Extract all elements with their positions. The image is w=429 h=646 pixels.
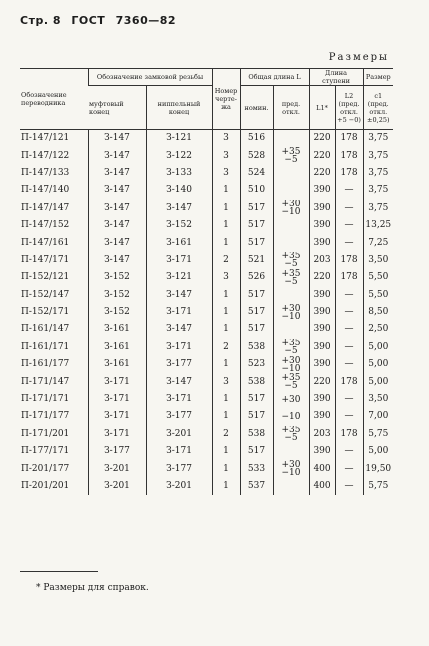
cell-name: П-147/140: [21, 185, 70, 196]
cell-c1: 3,75: [363, 182, 393, 199]
cell-l1: 220: [309, 147, 335, 164]
cell-c1: 7,25: [363, 234, 393, 251]
cell-nipple: З-171: [146, 252, 212, 269]
table-row: [20, 252, 393, 269]
cell-l1: 390: [309, 443, 335, 460]
cell-name: П-177/171: [21, 446, 70, 457]
cell-l1: 390: [309, 217, 335, 234]
cell-c1: 5,50: [363, 269, 393, 286]
cell-l1: 390: [309, 391, 335, 408]
cell-nom: 517: [240, 287, 273, 304]
cell-dev: [273, 165, 309, 182]
cell-name: П-171/201: [21, 428, 70, 439]
sizes-label: Размеры: [328, 52, 389, 63]
cell-drawing: 1: [212, 391, 240, 408]
cell-drawing: 1: [212, 234, 240, 251]
cell-nipple: З-177: [146, 408, 212, 425]
table-row: [20, 443, 393, 460]
cell-drawing: 2: [212, 252, 240, 269]
cell-l2: —: [335, 217, 363, 234]
adapter-table: [20, 68, 393, 495]
cell-l2: —: [335, 356, 363, 373]
cell-c1: 5,50: [363, 287, 393, 304]
cell-nipple: З-171: [146, 339, 212, 356]
col-l2: L2 (пред. откл. +5 −0): [335, 86, 363, 130]
cell-nom: 517: [240, 304, 273, 321]
cell-nom: 510: [240, 182, 273, 199]
cell-dev: +35 −5: [273, 426, 309, 443]
cell-dev: [273, 478, 309, 495]
col-total-length: Общая длина L: [240, 69, 309, 86]
cell-coupling: З-147: [88, 165, 146, 182]
cell-l1: 220: [309, 165, 335, 182]
cell-nom: 524: [240, 165, 273, 182]
cell-l1: 220: [309, 269, 335, 286]
cell-l2: —: [335, 478, 363, 495]
cell-l1: 390: [309, 200, 335, 217]
cell-dev: +30 −10: [273, 460, 309, 477]
cell-c1: 5,00: [363, 373, 393, 390]
cell-nom: 517: [240, 200, 273, 217]
cell-l1: 390: [309, 182, 335, 199]
cell-l2: —: [335, 234, 363, 251]
page-header: [20, 14, 182, 27]
cell-nom: 521: [240, 252, 273, 269]
cell-name: П-147/171: [21, 254, 70, 265]
cell-drawing: 3: [212, 165, 240, 182]
cell-coupling: З-147: [88, 147, 146, 164]
cell-nom: 517: [240, 217, 273, 234]
footnote: * Размеры для справок.: [36, 583, 149, 593]
cell-l2: 178: [335, 269, 363, 286]
cell-drawing: 1: [212, 217, 240, 234]
table-row: [20, 234, 393, 251]
cell-nipple: З-147: [146, 373, 212, 390]
cell-coupling: З-161: [88, 356, 146, 373]
table-row: [20, 130, 393, 148]
cell-coupling: З-201: [88, 460, 146, 477]
cell-drawing: 1: [212, 304, 240, 321]
cell-c1: 19,50: [363, 460, 393, 477]
cell-coupling: З-177: [88, 443, 146, 460]
cell-l1: 390: [309, 408, 335, 425]
cell-coupling: З-152: [88, 269, 146, 286]
footnote-divider: [20, 571, 98, 572]
cell-dev: [273, 321, 309, 338]
cell-nom: 538: [240, 373, 273, 390]
table-row: [20, 478, 393, 495]
cell-drawing: 1: [212, 321, 240, 338]
col-drawing: Номер черте-жа: [212, 69, 240, 130]
cell-c1: 8,50: [363, 304, 393, 321]
cell-c1: 3,50: [363, 391, 393, 408]
cell-nipple: З-161: [146, 234, 212, 251]
col-c1: c1 (пред. откл. ±0,25): [363, 86, 393, 130]
cell-nom: 538: [240, 426, 273, 443]
table-row: [20, 391, 393, 408]
cell-coupling: З-171: [88, 391, 146, 408]
standard-number: 7360—82: [115, 14, 177, 27]
cell-dev: +35 −5: [273, 339, 309, 356]
table-row: [20, 408, 393, 425]
cell-drawing: 1: [212, 460, 240, 477]
cell-dev: [273, 182, 309, 199]
cell-c1: 3,75: [363, 165, 393, 182]
cell-l2: 178: [335, 252, 363, 269]
cell-nom: 517: [240, 443, 273, 460]
cell-coupling: З-171: [88, 373, 146, 390]
cell-name: П-147/133: [21, 167, 70, 178]
cell-l1: 220: [309, 130, 335, 148]
cell-drawing: 3: [212, 130, 240, 148]
col-limit-dev: пред. откл.: [273, 86, 309, 130]
table-row: [20, 165, 393, 182]
cell-dev: +35 −5: [273, 373, 309, 390]
cell-l1: 390: [309, 321, 335, 338]
cell-dev: [273, 287, 309, 304]
cell-nom: 526: [240, 269, 273, 286]
cell-c1: 5,00: [363, 443, 393, 460]
cell-nipple: З-171: [146, 443, 212, 460]
table-row: [20, 182, 393, 199]
cell-name: П-171/171: [21, 394, 70, 405]
cell-l1: 220: [309, 373, 335, 390]
cell-c1: 3,50: [363, 252, 393, 269]
cell-nipple: З-122: [146, 147, 212, 164]
cell-coupling: З-147: [88, 182, 146, 199]
cell-nipple: З-177: [146, 356, 212, 373]
cell-l2: —: [335, 391, 363, 408]
cell-c1: 5,75: [363, 426, 393, 443]
cell-coupling: З-147: [88, 200, 146, 217]
cell-name: П-161/177: [21, 359, 70, 370]
cell-c1: 3,75: [363, 200, 393, 217]
cell-drawing: 3: [212, 147, 240, 164]
cell-name: П-152/121: [21, 272, 70, 283]
cell-coupling: З-147: [88, 217, 146, 234]
cell-l2: 178: [335, 426, 363, 443]
table-row: [20, 339, 393, 356]
cell-nom: 517: [240, 321, 273, 338]
cell-name: П-147/121: [21, 133, 70, 144]
cell-l1: 390: [309, 339, 335, 356]
cell-nipple: З-152: [146, 217, 212, 234]
table-row: [20, 373, 393, 390]
cell-nipple: З-140: [146, 182, 212, 199]
col-thread-length: Длина ступени: [309, 69, 363, 86]
cell-nom: 523: [240, 356, 273, 373]
cell-c1: 7,00: [363, 408, 393, 425]
cell-name: П-147/161: [21, 237, 70, 248]
table-row: [20, 356, 393, 373]
cell-l2: 178: [335, 147, 363, 164]
cell-dev: +30 −10: [273, 356, 309, 373]
cell-drawing: 2: [212, 339, 240, 356]
cell-c1: 5,00: [363, 339, 393, 356]
cell-dev: −10: [273, 408, 309, 425]
cell-dev: [273, 443, 309, 460]
cell-coupling: З-171: [88, 408, 146, 425]
cell-coupling: З-147: [88, 234, 146, 251]
cell-l2: —: [335, 200, 363, 217]
cell-drawing: 2: [212, 426, 240, 443]
col-nipple: ниппельный конец: [146, 86, 212, 130]
cell-c1: 5,75: [363, 478, 393, 495]
cell-name: П-171/177: [21, 411, 70, 422]
cell-coupling: З-147: [88, 130, 146, 148]
table-row: [20, 460, 393, 477]
cell-drawing: 1: [212, 408, 240, 425]
cell-nipple: З-133: [146, 165, 212, 182]
cell-l1: 390: [309, 287, 335, 304]
cell-l2: 178: [335, 165, 363, 182]
cell-dev: +30 −10: [273, 304, 309, 321]
cell-name: П-161/171: [21, 341, 70, 352]
cell-nom: 517: [240, 408, 273, 425]
cell-nipple: З-147: [146, 321, 212, 338]
cell-l2: 178: [335, 130, 363, 148]
cell-nom: 538: [240, 339, 273, 356]
cell-name: П-161/147: [21, 324, 70, 335]
cell-nipple: З-121: [146, 269, 212, 286]
cell-l1: 400: [309, 460, 335, 477]
table-row: [20, 147, 393, 164]
cell-name: П-171/147: [21, 376, 70, 387]
cell-dev: +35 −5: [273, 269, 309, 286]
cell-dev: +35 −5: [273, 147, 309, 164]
table-row: [20, 321, 393, 338]
cell-l2: —: [335, 460, 363, 477]
cell-l2: —: [335, 321, 363, 338]
cell-nom: 528: [240, 147, 273, 164]
page-number: Стр. 8: [20, 14, 61, 27]
cell-l1: 390: [309, 356, 335, 373]
cell-drawing: 1: [212, 200, 240, 217]
cell-nom: 517: [240, 234, 273, 251]
table-row: [20, 287, 393, 304]
cell-l2: —: [335, 443, 363, 460]
col-nominal: номин.: [240, 86, 273, 130]
cell-dev: [273, 217, 309, 234]
cell-nom: 516: [240, 130, 273, 148]
cell-l1: 390: [309, 304, 335, 321]
cell-dev: +30 −10: [273, 200, 309, 217]
cell-c1: 2,50: [363, 321, 393, 338]
cell-drawing: 1: [212, 182, 240, 199]
cell-coupling: З-147: [88, 252, 146, 269]
cell-drawing: 3: [212, 373, 240, 390]
cell-drawing: 1: [212, 287, 240, 304]
cell-c1: 3,75: [363, 130, 393, 148]
cell-l1: 203: [309, 426, 335, 443]
cell-name: П-147/147: [21, 202, 70, 213]
cell-dev: +30: [273, 391, 309, 408]
cell-name: П-147/122: [21, 150, 70, 161]
cell-nom: 533: [240, 460, 273, 477]
cell-nom: 517: [240, 391, 273, 408]
cell-dev: [273, 234, 309, 251]
cell-name: П-152/171: [21, 307, 70, 318]
table-row: [20, 200, 393, 217]
cell-nipple: З-171: [146, 304, 212, 321]
cell-nipple: З-201: [146, 426, 212, 443]
col-size: Размер: [363, 69, 393, 86]
cell-dev: +35 −5: [273, 252, 309, 269]
table-row: [20, 269, 393, 286]
col-coupling: муфтовый конец: [88, 86, 146, 130]
table-row: [20, 217, 393, 234]
cell-l1: 390: [309, 234, 335, 251]
cell-l2: —: [335, 182, 363, 199]
cell-l2: —: [335, 408, 363, 425]
cell-coupling: З-161: [88, 321, 146, 338]
cell-drawing: 1: [212, 478, 240, 495]
cell-name: П-201/177: [21, 463, 70, 474]
cell-nipple: З-201: [146, 478, 212, 495]
table-row: [20, 426, 393, 443]
cell-c1: 3,75: [363, 147, 393, 164]
cell-nipple: З-147: [146, 200, 212, 217]
cell-drawing: 3: [212, 269, 240, 286]
cell-l1: 400: [309, 478, 335, 495]
standard-label: ГОСТ: [71, 14, 106, 27]
cell-l2: —: [335, 339, 363, 356]
cell-c1: 5,00: [363, 356, 393, 373]
cell-nipple: З-177: [146, 460, 212, 477]
cell-nipple: З-171: [146, 391, 212, 408]
cell-name: П-201/201: [21, 481, 70, 491]
cell-l2: 178: [335, 373, 363, 390]
cell-l2: —: [335, 304, 363, 321]
cell-l2: —: [335, 287, 363, 304]
cell-coupling: З-201: [88, 478, 146, 495]
cell-coupling: З-152: [88, 287, 146, 304]
cell-nipple: З-121: [146, 130, 212, 148]
cell-drawing: 1: [212, 356, 240, 373]
table-row: [20, 304, 393, 321]
cell-l1: 203: [309, 252, 335, 269]
cell-nipple: З-147: [146, 287, 212, 304]
col-l1: L1*: [309, 86, 335, 130]
cell-coupling: З-152: [88, 304, 146, 321]
cell-name: П-147/152: [21, 220, 70, 231]
table-body: [20, 130, 393, 496]
cell-c1: 13,25: [363, 217, 393, 234]
cell-coupling: З-161: [88, 339, 146, 356]
cell-coupling: З-171: [88, 426, 146, 443]
col-designation: Обозначение переводника: [20, 69, 88, 130]
cell-nom: 537: [240, 478, 273, 495]
cell-dev: [273, 130, 309, 148]
cell-drawing: 1: [212, 443, 240, 460]
cell-name: П-152/147: [21, 289, 70, 300]
col-thread-group: Обозначение замковой резьбы: [88, 69, 212, 86]
